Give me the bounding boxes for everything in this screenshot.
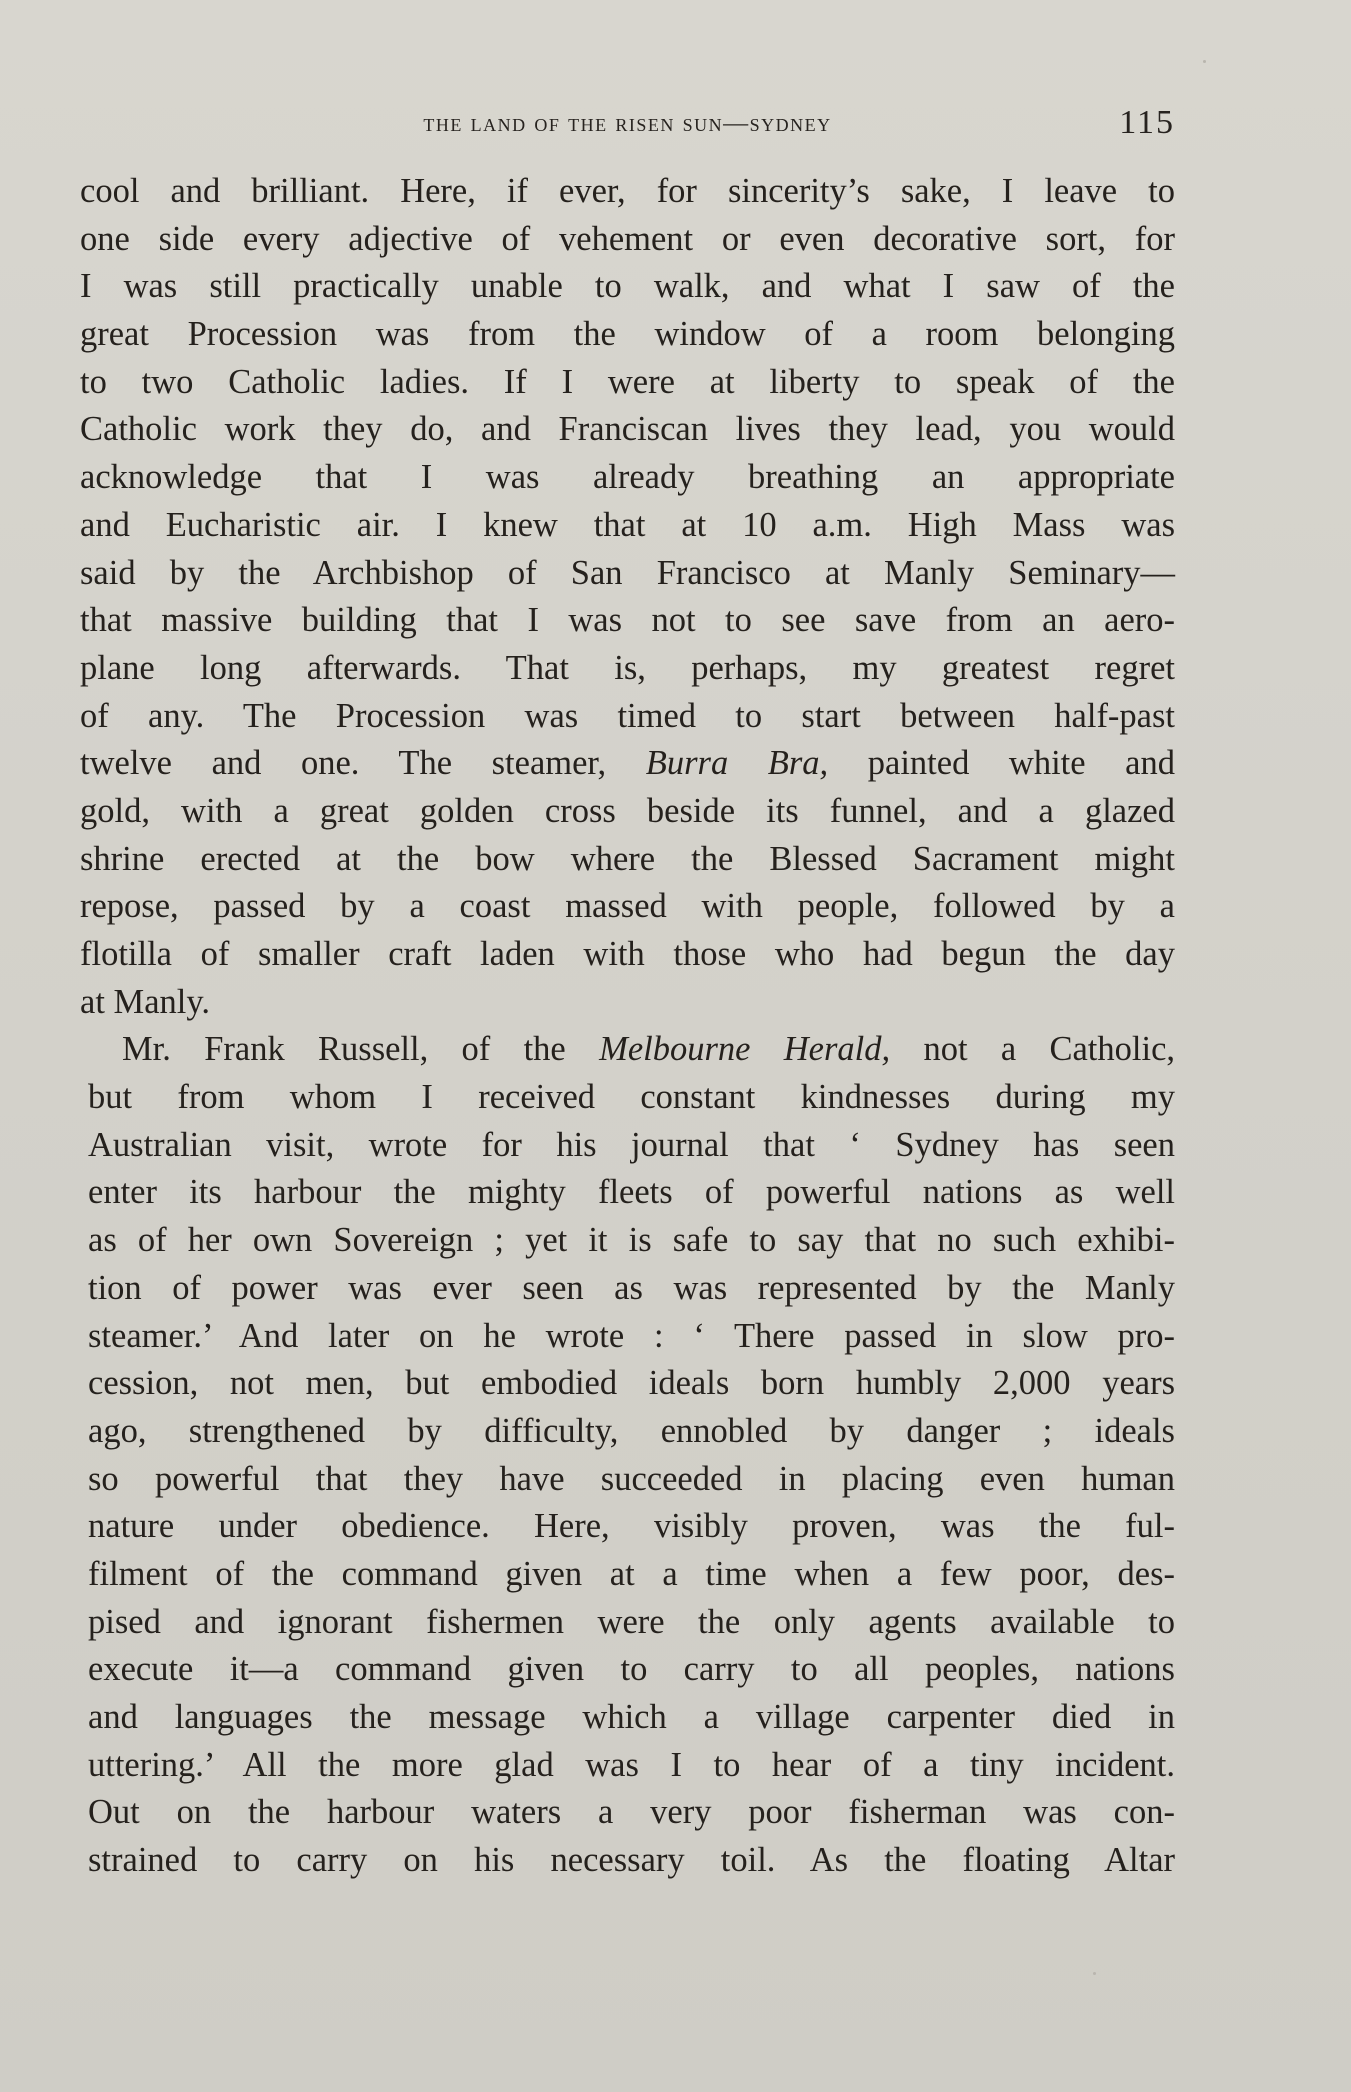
line-tail: painted white and: [828, 744, 1175, 783]
text-line: and Eucharistic air. I knew that at 10 a.m. High Mass was: [80, 505, 1175, 544]
page-number: 115: [1119, 104, 1175, 141]
text-line: cession, not men, but embodied ideals born humbly 2,000 years: [88, 1364, 1175, 1403]
text-line: filment of the command given at a time when a few poor, des-: [88, 1554, 1175, 1593]
text-line: flotilla of smaller craft laden with those who had begun the day: [80, 935, 1175, 973]
text-line: cool and brilliant. Here, if ever, for sincerity’s sake, I leave to: [80, 172, 1175, 210]
line-head: twelve and one. The steamer,: [80, 744, 646, 783]
text-line: said by the Archbishop of San Francisco at Manly Seminary—: [80, 553, 1175, 592]
newspaper-name: Melbourne Herald,: [599, 1030, 891, 1069]
text-line: at Manly.: [80, 982, 210, 1021]
text-line: plane long afterwards. That is, perhaps, my greatest regret: [80, 648, 1175, 687]
text-line: one side every adjective of vehement or even decorative sort, for: [80, 219, 1175, 258]
text-line: execute it—a command given to carry to all peoples, nations: [88, 1650, 1175, 1689]
text-line: Out on the harbour waters a very poor fisherman was con-: [88, 1793, 1175, 1832]
text-line: to two Catholic ladies. If I were at liberty to speak of the: [80, 362, 1175, 401]
text-line: strained to carry on his necessary toil. As the floating Altar: [88, 1841, 1175, 1880]
text-line: enter its harbour the mighty fleets of powerful nations as well: [88, 1173, 1175, 1212]
text-line: tion of power was ever seen as was represented by the Manly: [88, 1268, 1175, 1307]
text-line: steamer.’ And later on he wrote : ‘ There passed in slow pro-: [88, 1316, 1175, 1355]
text-line: ago, strengthened by difficulty, ennobled by danger ; ideals: [88, 1411, 1175, 1450]
text-line: but from whom I received constant kindnesses during my: [88, 1078, 1175, 1117]
line-tail: not a Catholic,: [890, 1030, 1176, 1069]
line-head: Mr. Frank Russell, of the: [122, 1030, 600, 1069]
paper-speck: [1203, 60, 1206, 63]
text-line: shrine erected at the bow where the Blessed Sacrament might: [80, 839, 1175, 878]
text-line: so powerful that they have succeeded in placing even human: [88, 1459, 1175, 1498]
text-line: uttering.’ All the more glad was I to hear of a tiny incident.: [88, 1745, 1175, 1784]
text-line: as of her own Sovereign ; yet it is safe to say that no such exhibi-: [88, 1221, 1175, 1260]
text-line: repose, passed by a coast massed with people, followed by a: [80, 887, 1175, 926]
text-line: that massive building that I was not to see save from an aero-: [80, 601, 1175, 640]
text-line-ship: [80, 740, 1175, 788]
paper-speck: [1093, 1972, 1096, 1975]
text-line: I was still practically unable to walk, and what I saw of the: [80, 267, 1175, 306]
text-line: and languages the message which a village carpenter died in: [88, 1698, 1175, 1736]
text-line: pised and ignorant fishermen were the only agents available to: [88, 1602, 1175, 1641]
text-line: great Procession was from the window of a room belonging: [80, 315, 1175, 354]
running-head: [80, 104, 1175, 152]
running-title: the land of the risen sun—sydney: [423, 110, 832, 137]
text-line: Australian visit, wrote for his journal that ‘ Sydney has seen: [88, 1125, 1175, 1164]
text-line: acknowledge that I was already breathing an appropriate: [80, 458, 1175, 497]
text-line: gold, with a great golden cross beside its funnel, and a glazed: [80, 791, 1175, 830]
text-line: Catholic work they do, and Franciscan lives they lead, you would: [80, 410, 1175, 449]
text-line: of any. The Procession was timed to start between half-past: [80, 696, 1175, 735]
text-line: nature under obedience. Here, visibly proven, was the ful-: [88, 1507, 1175, 1546]
text-line-paper: [80, 1026, 1175, 1074]
ship-name: Burra Bra,: [645, 744, 829, 783]
body-text: [80, 168, 1175, 1885]
